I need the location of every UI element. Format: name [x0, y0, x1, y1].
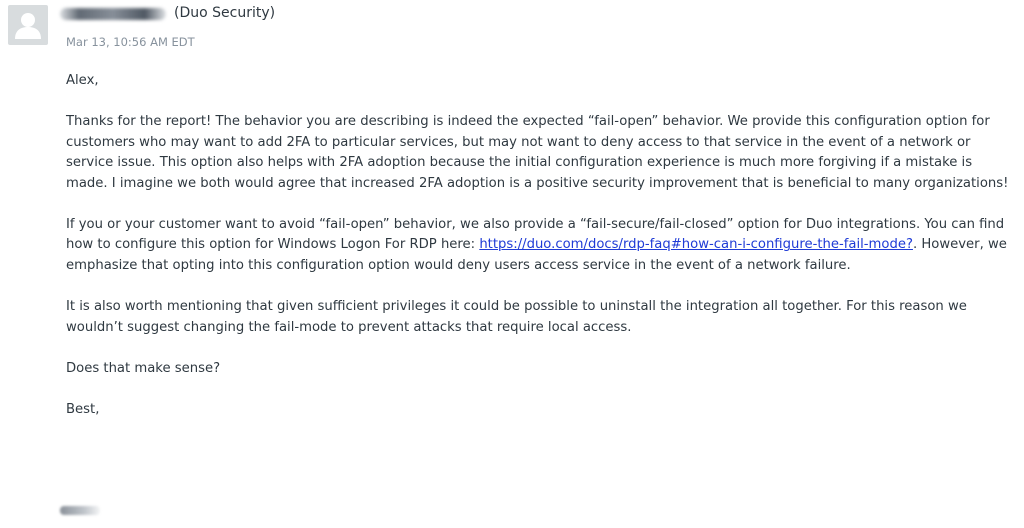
paragraph-uninstall-note: It is also worth mentioning that given sufficient privileges it could be possible to uninstall the integration all together. For this reason we wouldn’t suggest changing the fail-mode to prevent attacks that require local access. — [66, 299, 967, 335]
rdp-faq-link[interactable]: https://duo.com/docs/rdp-faq#how-can-i-configure-the-fail-mode? — [479, 237, 913, 253]
message-body — [66, 71, 1016, 421]
greeting: Alex, — [66, 73, 99, 88]
user-silhouette-icon — [8, 5, 48, 45]
redacted-author-name — [60, 8, 166, 20]
paragraph-2-text-before: If you or your customer want to avoid “fail-open” behavior, we also provide a “fail-secure/fail-closed” option for Duo integrations. You can find how to configure this option for Windows Logon For RDP here: — [66, 217, 1005, 253]
paragraph-2-text-after: . However, we emphasize that opting into this configuration option would deny users access service in the event of a network failure. — [66, 237, 1007, 273]
avatar[interactable] — [8, 5, 48, 45]
paragraph-report-thanks: Thanks for the report! The behavior you are describing is indeed the expected “fail-open” behavior. We provide this configuration option for customers who may want to add 2FA to particular services, but may not want to deny access to that service in the event of a network or service issue. This option also helps with 2FA adoption because the initial configuration experience is much more forgiving if a mistake is made. I imagine we both would agree that increased 2FA adoption is a positive security improvement that is beneficial to many organizations! — [66, 114, 1009, 191]
paragraph-fail-secure-option — [66, 215, 1016, 276]
message-timestamp: Mar 13, 10:56 AM EDT — [66, 35, 195, 49]
redacted-signature — [60, 506, 100, 515]
author-organization: (Duo Security) — [174, 5, 276, 21]
signoff: Best, — [66, 402, 100, 418]
paragraph-question: Does that make sense? — [66, 361, 221, 377]
